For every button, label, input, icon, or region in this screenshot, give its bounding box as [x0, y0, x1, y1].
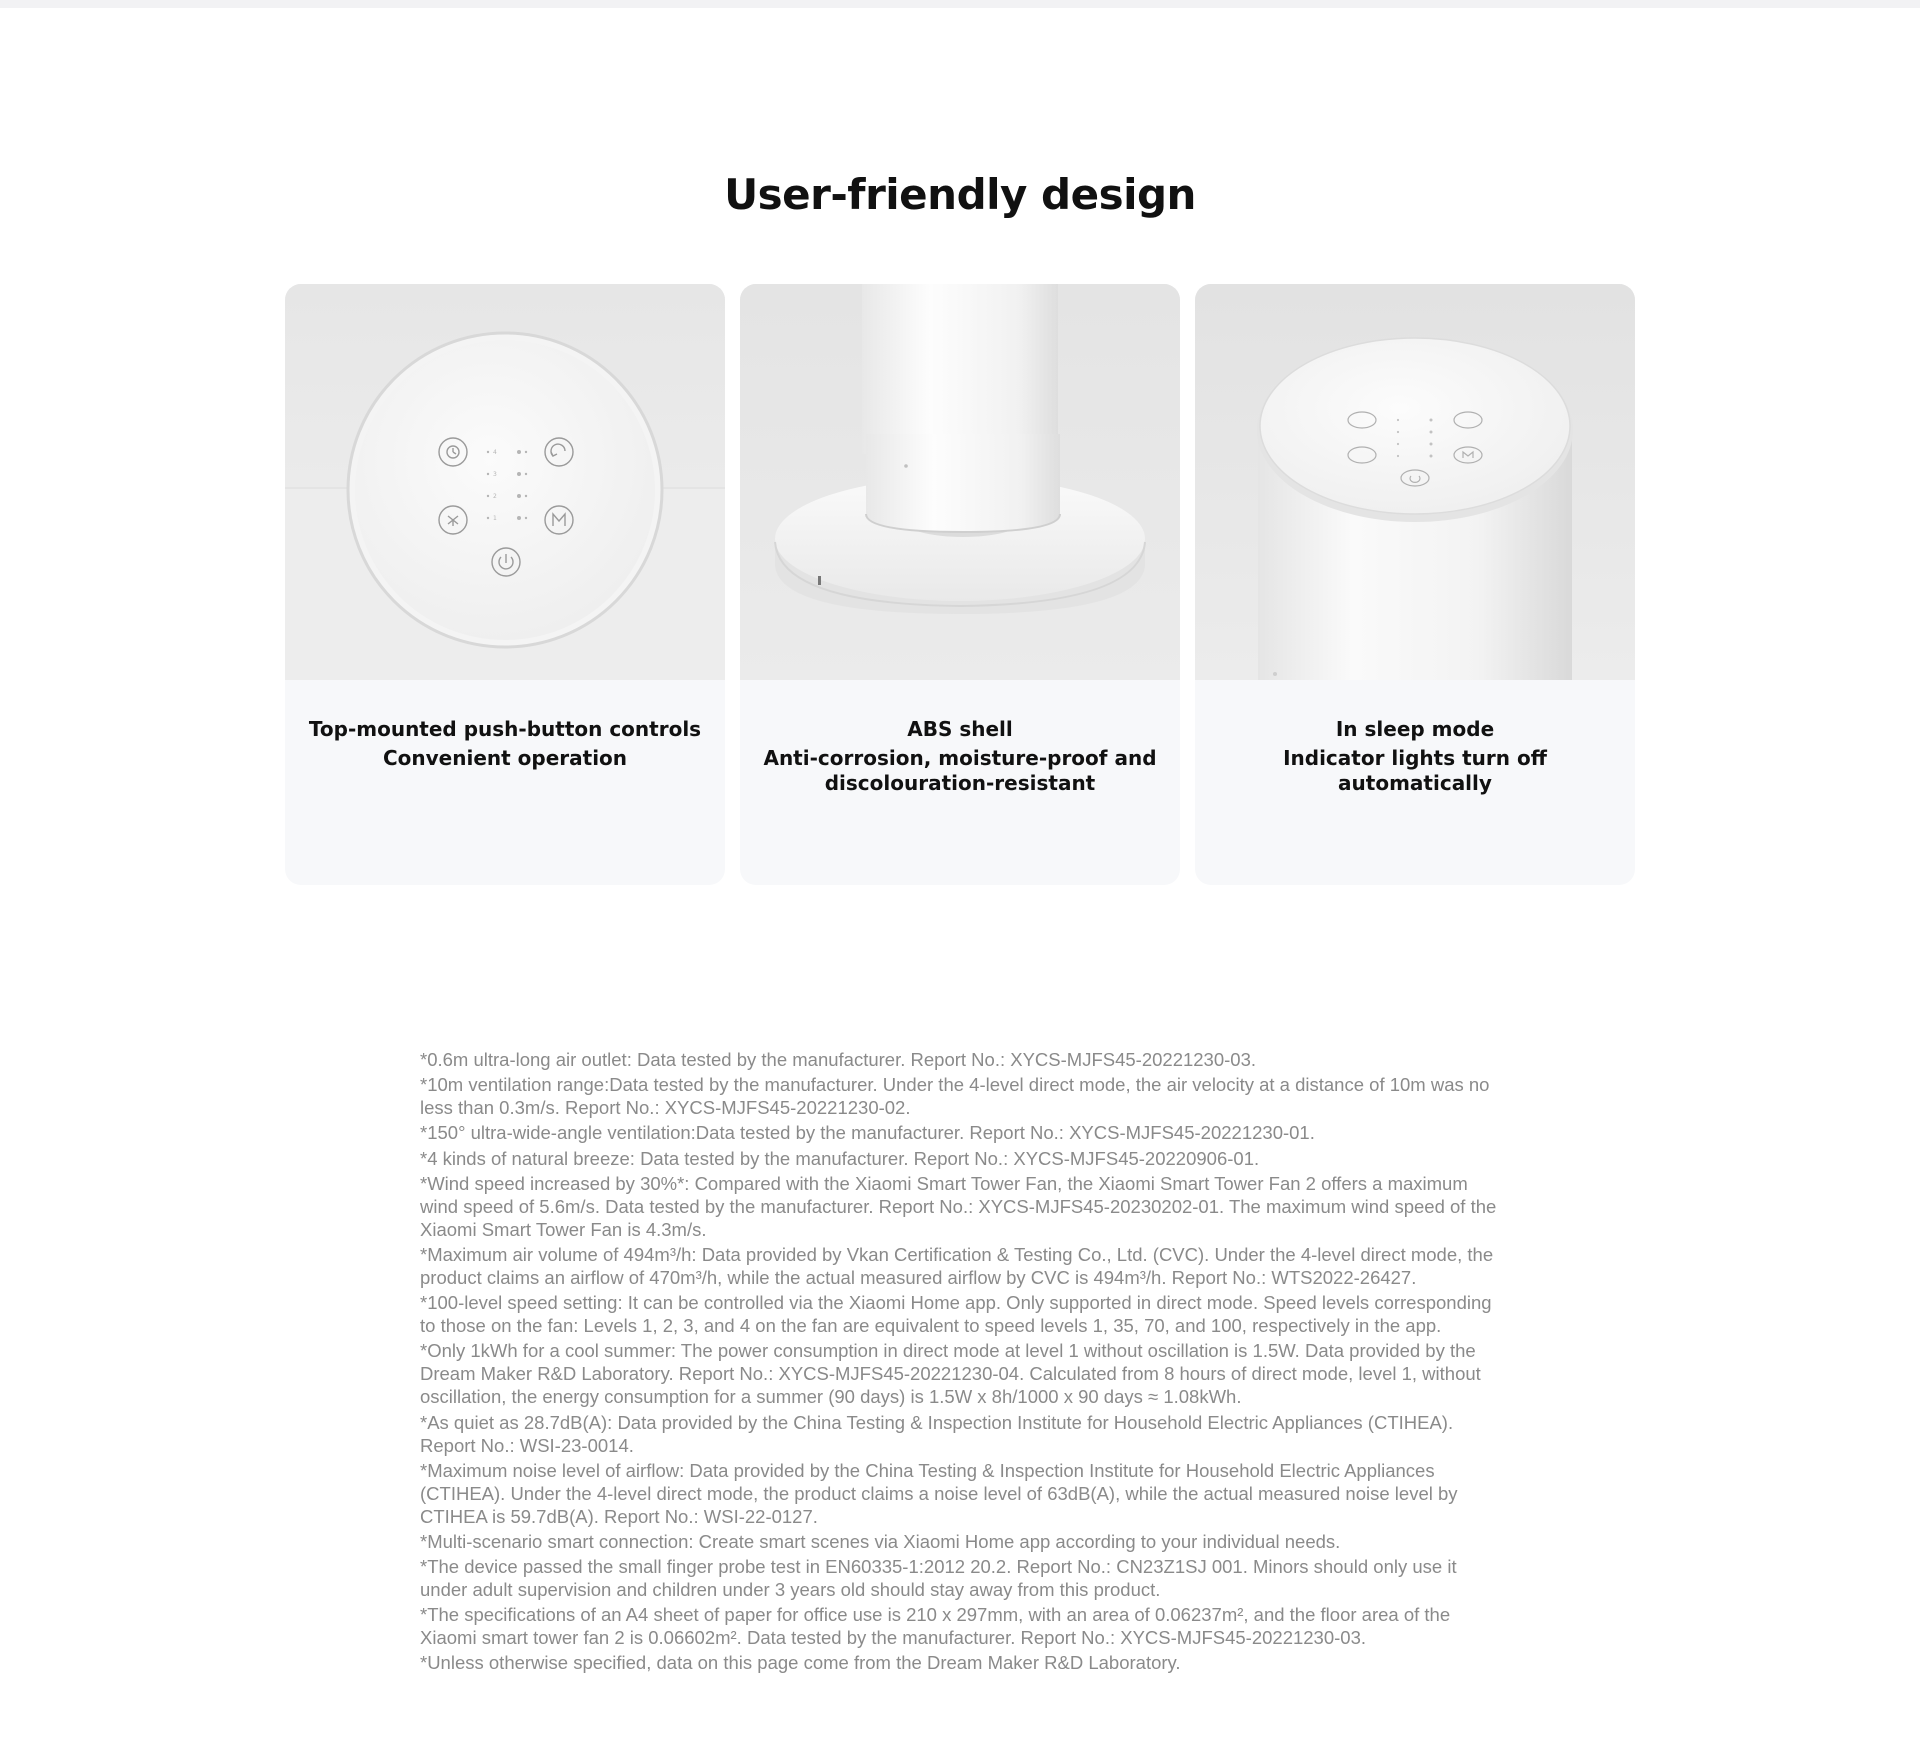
card-caption: [1195, 716, 1635, 796]
fan-base-image: [740, 284, 1180, 680]
level-label-3: 3: [493, 471, 497, 478]
footnote: *4 kinds of natural breeze: Data tested by the manufacturer. Report No.: XYCS-MJFS45-20220906-01.: [420, 1147, 1260, 1169]
footnote: *Wind speed increased by 30%*: Compared with the Xiaomi Smart Tower Fan, the Xiaomi Smart Tower Fan 2 offers a maximum wind speed of 5.6m/s. Data tested by the manufacturer. Report No.: XYCS-MJFS45-20230202-01. The maximum wind speed of the Xiaomi Smart Tower Fan is 4.3m/s.: [420, 1172, 1497, 1240]
footnote: *As quiet as 28.7dB(A): Data provided by the China Testing & Inspection Institute for Household Electric Appliances (CTIHEA). Report No.: WSI-23-0014.: [420, 1411, 1454, 1456]
footnote: *Unless otherwise specified, data on this page come from the Dream Maker R&D Laboratory.: [420, 1652, 1181, 1674]
footnote: *10m ventilation range:Data tested by the manufacturer. Under the 4-level direct mode, the air velocity at a distance of 10m was no less than 0.3m/s. Report No.: XYCS-MJFS45-20221230-02.: [420, 1074, 1490, 1119]
feature-card-sleep: [1195, 284, 1635, 885]
level-label-2: 2: [493, 493, 497, 500]
level-label-4: 4: [493, 449, 497, 456]
caption-line2: Anti-corrosion, moisture-proof and discolouration-resistant: [763, 746, 1157, 795]
footnote: *Maximum air volume of 494m³/h: Data provided by Vkan Certification & Testing Co., Ltd. (CVC). Under the 4-level direct mode, the product claims an airflow of 470m³/h, while the actual measured airflow by CVC is 494m³/h. Report No.: WTS2022-26427.: [420, 1243, 1494, 1288]
fan-top-image: [1195, 284, 1635, 680]
footnote: *The specifications of an A4 sheet of paper for office use is 210 x 297mm, with an area of 0.06237m², and the floor area of the Xiaomi smart tower fan 2 is 0.06602m². Data tested by the manufacturer. Report No.: XYCS-MJFS45-20221230-03.: [420, 1604, 1451, 1649]
caption-line2: Convenient operation: [382, 746, 628, 770]
section-title: User-friendly design: [724, 170, 1196, 219]
level-label-1: 1: [493, 515, 497, 522]
caption-line1: In sleep mode: [1335, 717, 1495, 741]
footnotes: [420, 1048, 1500, 1677]
feature-card-shell: [740, 284, 1180, 885]
footnote: *0.6m ultra-long air outlet: Data tested by the manufacturer. Report No.: XYCS-MJFS45-20221230-03.: [420, 1049, 1257, 1070]
caption-line2: Indicator lights turn off automatically: [1283, 746, 1547, 795]
caption-line1: ABS shell: [907, 717, 1013, 741]
top-bar: [0, 0, 1920, 8]
footnote: *150° ultra-wide-angle ventilation:Data tested by the manufacturer. Report No.: XYCS-MJFS45-20221230-01.: [420, 1122, 1315, 1144]
card-caption: [740, 716, 1180, 796]
footnote: *Maximum noise level of airflow: Data provided by the China Testing & Inspection Institute for Household Electric Appliances (CTIHEA). Under the 4-level direct mode, the product claims a noise level of 63dB(A), while the actual measured noise level by CTIHEA is 59.7dB(A). Report No.: WSI-22-0127.: [420, 1459, 1458, 1527]
footnote: *100-level speed setting: It can be controlled via the Xiaomi Home app. Only supported in direct mode. Speed levels corresponding to those on the fan: Levels 1, 2, 3, and 4 on the fan are equivalent to speed levels 1, 35, 70, and 100, respectively in the app.: [420, 1292, 1492, 1337]
feature-card-controls: [285, 284, 725, 885]
footnote: *The device passed the small finger probe test in EN60335-1:2012 20.2. Report No.: CN23Z1SJ 001. Minors should only use it under adult supervision and children under 3 years old should stay away from this product.: [420, 1556, 1457, 1601]
caption-line1: Top-mounted push-button controls: [308, 717, 702, 741]
card-caption: [285, 716, 725, 771]
control-panel-image: [285, 284, 725, 680]
footnote: *Only 1kWh for a cool summer: The power consumption in direct mode at level 1 without oscillation is 1.5W. Data provided by the Dream Maker R&D Laboratory. Report No.: XYCS-MJFS45-20221230-04. Calculated from 8 hours of direct mode, level 1, without oscillation, the energy consumption for a summer (90 days) is 1.5W x 8h/1000 x 90 days ≈ 1.08kWh.: [420, 1340, 1481, 1408]
footnote: *Multi-scenario smart connection: Create smart scenes via Xiaomi Home app according to your individual needs.: [420, 1530, 1341, 1552]
